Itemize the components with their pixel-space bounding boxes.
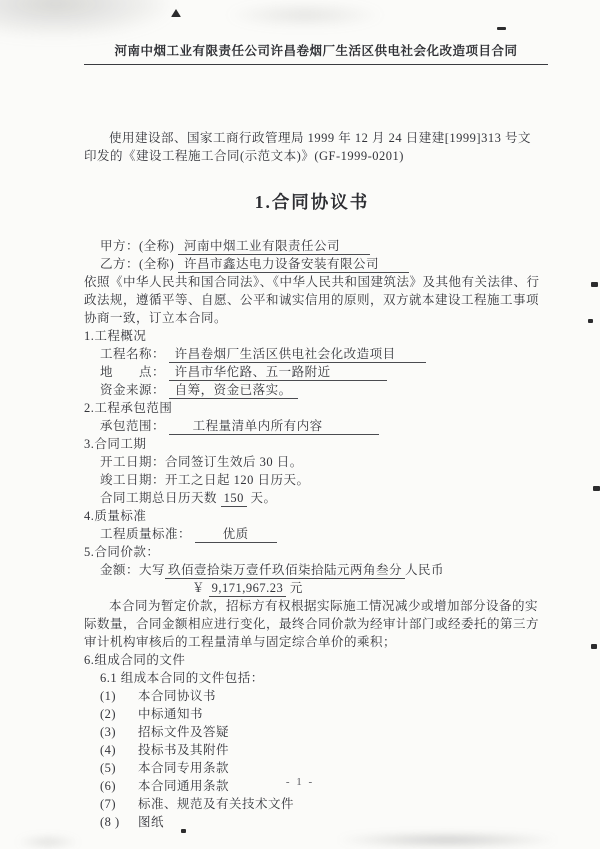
amount-words-suffix: 人民币 bbox=[405, 563, 445, 577]
quality-value: 优质 bbox=[195, 527, 277, 543]
section-2-heading: 2.工程承包范围 bbox=[84, 401, 173, 415]
intro-paragraph: 使用建设部、国家工商行政管理局 1999 年 12 月 24 日建建[1999]313 号文印发的《建设工程施工合同(示范文本)》(GF-1999-0201) bbox=[84, 131, 531, 163]
start-date-row: 开工日期：合同签订生效后 30 日。 bbox=[100, 455, 303, 469]
party-b-label: 乙方：(全称) bbox=[100, 257, 175, 271]
quality-label: 工程质量标准： bbox=[100, 527, 192, 541]
preamble-paragraph: 依照《中华人民共和国合同法》、《中华人民共和国建筑法》及其他有关法律、行政法规，遵循平等、自愿、公平和诚实信用的原则，双方就本建设工程施工事项协商一致，订立本合同。 bbox=[84, 275, 540, 325]
location-label: 地 点： bbox=[100, 365, 166, 379]
file-item-text: 投标书及其附件 bbox=[138, 743, 230, 757]
file-item-number: (3) bbox=[100, 725, 117, 739]
duration-prefix: 合同工期总日历天数 bbox=[100, 491, 218, 505]
price-note-paragraph: 本合同为暂定价款，招标方有权根据实际施工情况减少或增加部分设备的实际数量，合同金额相应进行变化，最终合同价款为经审计部门或经委托的第三方审计机构审核后的工程量清单与固定综合单价的乘积； bbox=[84, 599, 540, 649]
party-a-row bbox=[84, 237, 540, 255]
section-6-heading: 6.组成合同的文件 bbox=[84, 653, 186, 667]
list-item bbox=[100, 813, 540, 831]
section-5-heading: 5.合同价款： bbox=[84, 545, 160, 559]
file-item-number: (5) bbox=[100, 761, 117, 775]
section-4-heading: 4.质量标准 bbox=[84, 509, 147, 523]
location-row bbox=[84, 363, 540, 381]
project-name-value: 许昌卷烟厂生活区供电社会化改造项目 bbox=[169, 347, 426, 363]
finish-date-row: 竣工日期：开工之日起 120 日历天。 bbox=[100, 473, 310, 487]
duration-value: 150 bbox=[221, 491, 247, 507]
location-value: 许昌市华佗路、五一路附近 bbox=[169, 365, 387, 381]
file-item-number: (2) bbox=[100, 707, 117, 721]
list-item bbox=[100, 723, 540, 741]
party-a-value: 河南中烟工业有限责任公司 bbox=[178, 239, 370, 255]
project-name-row bbox=[84, 345, 540, 363]
party-b-value: 许昌市鑫达电力设备安装有限公司 bbox=[178, 257, 409, 273]
document-header-title: 河南中烟工业有限责任公司许昌卷烟厂生活区供电社会化改造项目合同 bbox=[84, 42, 548, 65]
party-b-row bbox=[84, 255, 540, 273]
currency-symbol: ￥ bbox=[192, 581, 206, 595]
file-item-number: (6) bbox=[100, 779, 117, 793]
list-item bbox=[100, 795, 540, 813]
section-3-heading: 3.合同工期 bbox=[84, 437, 147, 451]
file-item-number: (7) bbox=[100, 797, 117, 811]
amount-label: 金额：大写 bbox=[100, 563, 166, 577]
list-item bbox=[100, 759, 540, 777]
funding-row bbox=[84, 381, 540, 399]
file-item-number: (8 ) bbox=[100, 815, 120, 829]
scope-row bbox=[84, 417, 540, 435]
file-item-number: (4) bbox=[100, 743, 117, 757]
contract-files-list bbox=[84, 687, 540, 831]
amount-figure-row bbox=[84, 579, 540, 597]
amount-unit: 元 bbox=[289, 581, 303, 595]
amount-words: 玖佰壹拾柒万壹仟玖佰柒拾陆元两角叁分 bbox=[165, 563, 405, 579]
section-6-subheading: 6.1 组成本合同的文件包括： bbox=[100, 671, 264, 685]
scope-label: 承包范围： bbox=[100, 419, 166, 433]
list-item bbox=[100, 741, 540, 759]
file-item-text: 本合同专用条款 bbox=[138, 761, 230, 775]
file-item-text: 标准、规范及有关技术文件 bbox=[138, 797, 295, 811]
file-item-text: 招标文件及答疑 bbox=[138, 725, 230, 739]
project-name-label: 工程名称： bbox=[100, 347, 166, 361]
file-item-text: 中标通知书 bbox=[138, 707, 204, 721]
list-item bbox=[100, 705, 540, 723]
amount-words-row bbox=[84, 561, 540, 579]
party-a-label: 甲方：(全称) bbox=[100, 239, 175, 253]
amount-figure: 9,171,967.23 bbox=[209, 581, 287, 597]
file-item-number: (1) bbox=[100, 689, 117, 703]
list-item bbox=[100, 687, 540, 705]
file-item-text: 图纸 bbox=[138, 815, 165, 829]
duration-suffix: 天。 bbox=[250, 491, 277, 505]
file-item-text: 本合同通用条款 bbox=[138, 779, 230, 793]
duration-row bbox=[84, 489, 540, 507]
quality-row bbox=[84, 525, 540, 543]
page-number: - 1 - bbox=[285, 776, 315, 788]
funding-label: 资金来源： bbox=[100, 383, 166, 397]
file-item-text: 本合同协议书 bbox=[138, 689, 217, 703]
scope-value: 工程量清单内所有内容 bbox=[169, 419, 379, 435]
page-title: 1.合同协议书 bbox=[254, 192, 370, 212]
funding-value: 自筹，资金已落实。 bbox=[169, 383, 298, 399]
section-1-heading: 1.工程概况 bbox=[84, 329, 147, 343]
